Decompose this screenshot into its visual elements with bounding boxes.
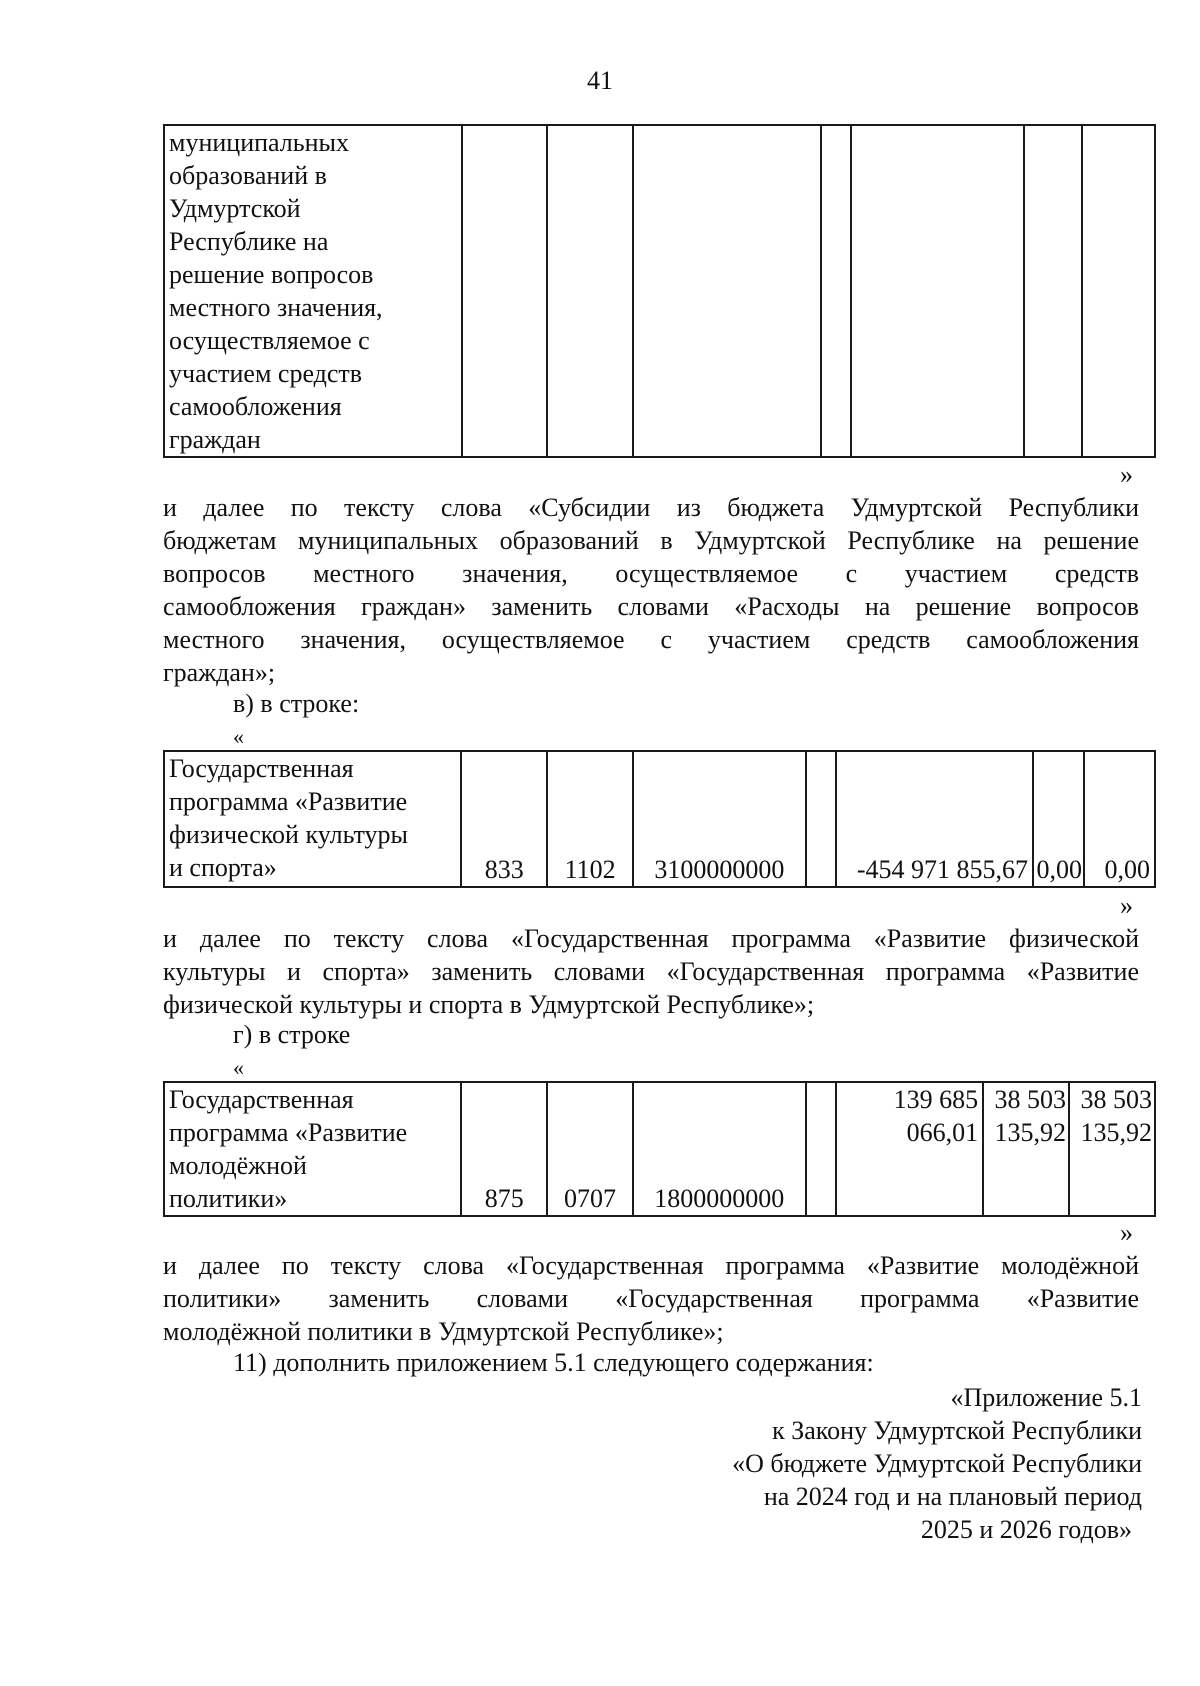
text-line: граждан»;: [163, 658, 276, 687]
text-line: бюджетам муниципальных образований в Удмуртской Республике на решение: [163, 526, 1139, 555]
appendix-line: «Приложение 5.1: [950, 1383, 1142, 1412]
table-row: [164, 125, 1155, 457]
text-line: культуры и спорта» заменить словами «Государственная программа «Развитие: [163, 957, 1139, 986]
name-line: Государственная: [169, 754, 354, 783]
name-line: муниципальных: [169, 128, 350, 157]
name-line: программа «Развитие: [169, 787, 408, 816]
item-11-heading: 11) дополнить приложением 5.1 следующего содержания:: [233, 1348, 874, 1377]
amount-line: 38 503: [1080, 1085, 1152, 1114]
text-line: и далее по тексту слова «Государственная программа «Развитие молодёжной: [163, 1251, 1139, 1280]
paragraph-substitution-1: [163, 491, 1139, 689]
table-row: [164, 1082, 1155, 1216]
page-number: 41: [587, 66, 613, 95]
amount-line: 135,92: [1080, 1118, 1152, 1147]
program-name-cell: [164, 751, 461, 887]
ministry-cell: 875: [461, 1082, 547, 1216]
item-g-heading: г) в строке: [233, 1020, 351, 1049]
appendix-line: «О бюджете Удмуртской Республики: [732, 1449, 1142, 1478]
budget-table-sport: [163, 750, 1156, 888]
name-line: самообложения: [169, 392, 342, 421]
name-line: местного значения,: [169, 293, 383, 322]
amount-2024-cell: [851, 125, 1025, 457]
amount-2026-cell: [1082, 125, 1155, 457]
appendix-line: на 2024 год и на плановый период: [763, 1482, 1142, 1511]
amount-line: 066,01: [906, 1118, 979, 1147]
amount-2025-cell: 0,00: [1033, 751, 1084, 887]
name-line: физической культуры: [169, 820, 408, 849]
name-line: осуществляемое с: [169, 326, 370, 355]
text-line: и далее по тексту слова «Государственная программа «Развитие физической: [163, 924, 1139, 953]
target-cell: 1800000000: [633, 1082, 806, 1216]
opening-quote: «: [233, 724, 244, 749]
text-line: и далее по тексту слова «Субсидии из бюджета Удмуртской Республики: [163, 493, 1139, 522]
name-line: Республике на: [169, 227, 329, 256]
type-cell: [806, 751, 836, 887]
name-line: и спорта»: [169, 853, 277, 882]
closing-quote: »: [1120, 460, 1133, 489]
type-cell: [806, 1082, 836, 1216]
appendix-line: 2025 и 2026 годов»: [920, 1515, 1132, 1544]
name-line: Государственная: [169, 1085, 354, 1114]
amount-line: 38 503: [994, 1085, 1066, 1114]
text-line: физической культуры и спорта в Удмуртской Республике»;: [163, 990, 815, 1019]
closing-quote: »: [1120, 1218, 1133, 1247]
name-line: политики»: [169, 1184, 288, 1213]
target-cell: 3100000000: [633, 751, 806, 887]
text-line: местного значения, осуществляемое с участием средств самообложения: [163, 625, 1139, 654]
name-line: молодёжной: [169, 1151, 307, 1180]
name-line: образований в: [169, 161, 327, 190]
section-cell: [547, 125, 633, 457]
paragraph-substitution-3: [163, 1249, 1139, 1348]
text-line: вопросов местного значения, осуществляемое с участием средств: [163, 559, 1139, 588]
text-line: молодёжной политики в Удмуртской Республике»;: [163, 1317, 724, 1346]
amount-line: 135,92: [994, 1118, 1066, 1147]
text-line: политики» заменить словами «Государственная программа «Развитие: [163, 1284, 1139, 1313]
amount-2026-cell: 0,00: [1084, 751, 1155, 887]
amount-2024-cell: -454 971 855,67: [836, 751, 1033, 887]
appendix-header: [542, 1381, 1142, 1546]
target-cell: [633, 125, 821, 457]
name-line: Удмуртской: [169, 194, 301, 223]
program-name-cell: [164, 125, 462, 457]
program-name-cell: [164, 1082, 461, 1216]
section-cell: 0707: [547, 1082, 633, 1216]
name-line: участием средств: [169, 359, 363, 388]
amount-2025-cell: [1024, 125, 1082, 457]
table-row: [164, 751, 1155, 887]
section-cell: 1102: [547, 751, 633, 887]
budget-table-continuation: [163, 124, 1156, 458]
item-v-heading: в) в строке:: [233, 689, 360, 718]
appendix-line: к Закону Удмуртской Республики: [772, 1416, 1142, 1445]
ministry-cell: [462, 125, 548, 457]
paragraph-substitution-2: [163, 922, 1139, 1021]
text-line: самообложения граждан» заменить словами «Расходы на решение вопросов: [163, 592, 1139, 621]
ministry-cell: 833: [461, 751, 547, 887]
name-line: граждан: [169, 425, 261, 454]
amount-2026-cell: [1069, 1082, 1155, 1216]
amount-2025-cell: [983, 1082, 1069, 1216]
closing-quote: »: [1120, 891, 1133, 920]
amount-line: 139 685: [893, 1085, 979, 1114]
budget-table-youth: [163, 1081, 1156, 1217]
type-cell: [821, 125, 851, 457]
name-line: решение вопросов: [169, 260, 374, 289]
name-line: программа «Развитие: [169, 1118, 408, 1147]
amount-2024-cell: [836, 1082, 984, 1216]
opening-quote: «: [233, 1055, 244, 1080]
